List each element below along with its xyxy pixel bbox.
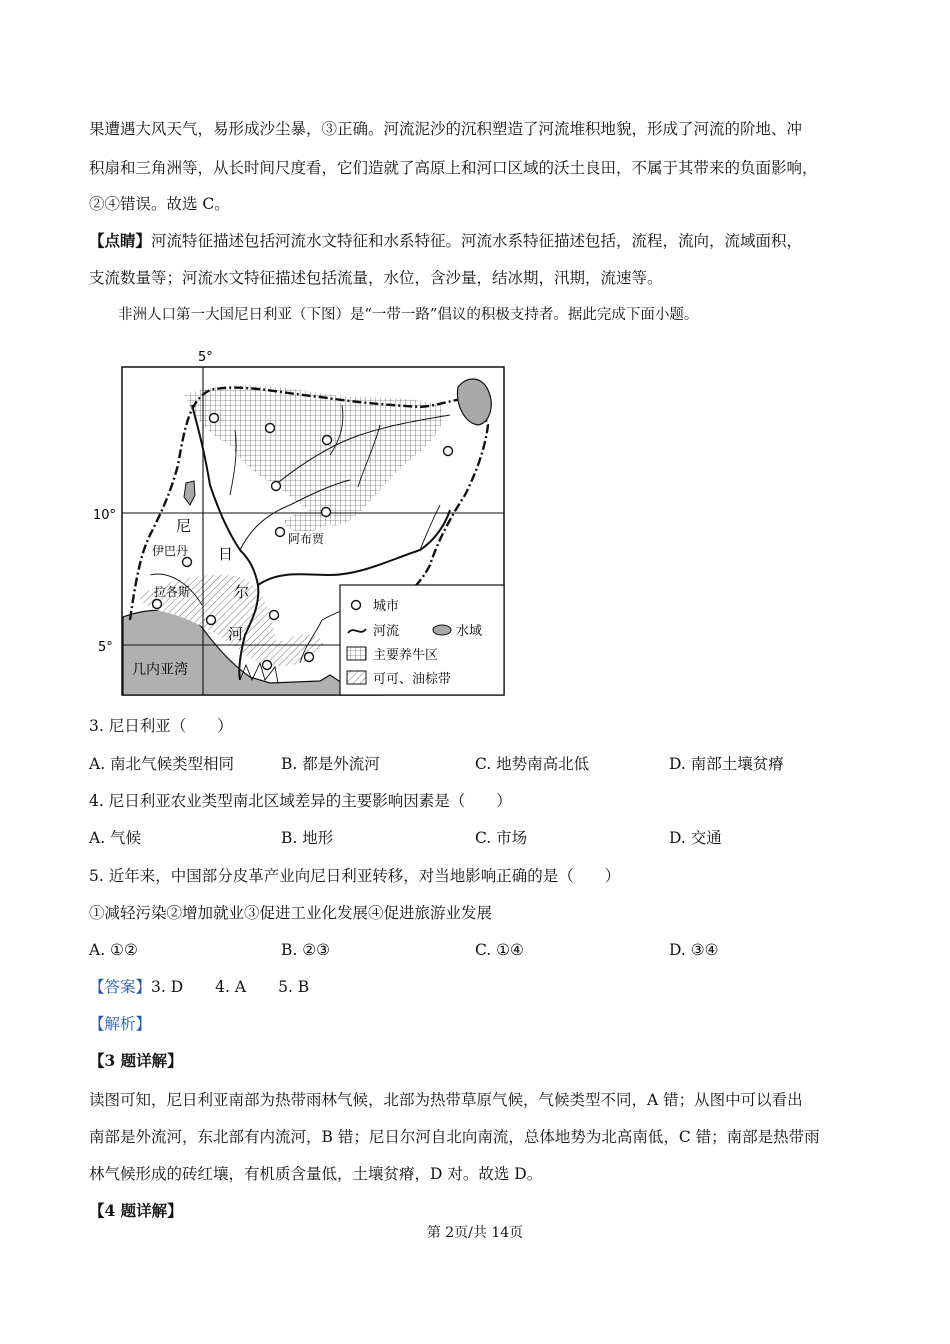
city-marker <box>210 414 219 423</box>
q4-option-c[interactable]: C. 市场 <box>475 829 528 847</box>
city-marker <box>444 447 453 456</box>
q5-option-a[interactable]: A. ①② <box>89 941 138 959</box>
answer-3: 3. D <box>151 978 184 996</box>
label-ibadan: 伊巴丹 <box>152 544 189 558</box>
detail-3-line: 南部是外流河，东北部有内流河，B 错；尼日尔河自北向南流，总体地势为北高南低，C 错；南部是热带雨 <box>89 1128 820 1146</box>
q3-option-a[interactable]: A. 南北气候类型相同 <box>89 755 235 773</box>
answer-5: 5. B <box>278 978 310 996</box>
question-4: 4. 尼日利亚农业类型南北区域差异的主要影响因素是（ ） <box>89 792 512 810</box>
label-10n: 10° <box>93 508 117 523</box>
q5-option-c[interactable]: C. ①④ <box>475 941 524 959</box>
q4-option-b[interactable]: B. 地形 <box>281 829 334 847</box>
city-marker-ibadan <box>183 558 192 567</box>
answer-tag: 【答案】 <box>89 978 152 996</box>
analysis-tag: 【解析】 <box>89 1015 152 1033</box>
question-3: 3. 尼日利亚（ ） <box>89 717 233 735</box>
legend-city-icon <box>352 601 361 610</box>
legend-cocoa: 可可、油棕带 <box>373 672 452 687</box>
city-marker-abuja <box>276 528 285 537</box>
legend-water-icon <box>433 625 451 635</box>
river-char: 河 <box>228 625 244 643</box>
river-char: 尼 <box>176 517 192 535</box>
city-marker <box>207 616 216 625</box>
legend-cattle: 主要养牛区 <box>373 648 439 663</box>
paragraph-line: ②④错误。故选 C。 <box>89 195 230 213</box>
detail-3-line: 读图可知，尼日利亚南部为热带雨林气候，北部为热带草原气候，气候类型不同，A 错；从图中可以看出 <box>89 1091 803 1109</box>
legend-cattle-icon <box>347 647 366 660</box>
q5-option-b[interactable]: B. ②③ <box>281 941 331 959</box>
city-marker <box>270 611 279 620</box>
detail-3-tag: 【3 题详解】 <box>89 1051 183 1070</box>
city-marker <box>266 424 275 433</box>
q5-statements: ①减轻污染②增加就业③促进工业化发展④促进旅游业发展 <box>89 904 493 922</box>
label-5n: 5° <box>98 640 113 655</box>
city-marker <box>263 661 272 670</box>
nigeria-map <box>90 345 520 697</box>
detail-4-tag: 【4 题详解】 <box>89 1201 183 1220</box>
city-marker <box>305 653 314 662</box>
lake-chad <box>457 379 491 425</box>
paragraph-line: 果遭遇大风天气，易形成沙尘暴，③正确。河流泥沙的沉积塑造了河流堆积地貌，形成了河流的阶地、冲 <box>89 120 803 138</box>
answer-4: 4. A <box>215 978 247 996</box>
map-legend <box>340 585 504 695</box>
q4-option-d[interactable]: D. 交通 <box>669 829 722 847</box>
legend-city: 城市 <box>373 599 400 614</box>
page-footer: 第 2页/共 14页 <box>426 1225 524 1241</box>
river-char: 日 <box>218 545 234 563</box>
reservoir <box>184 481 195 505</box>
city-marker <box>322 508 331 517</box>
label-lagos: 拉各斯 <box>154 585 191 599</box>
q3-option-b[interactable]: B. 都是外流河 <box>281 755 380 773</box>
question-intro: 非洲人口第一大国尼日利亚（下图）是“一带一路”倡议的积极支持者。据此完成下面小题。 <box>118 307 699 323</box>
tip-line-2: 支流数量等；河流水文特征描述包括流量，水位，含沙量，结冰期，汛期，流速等。 <box>89 269 663 287</box>
detail-3-line: 林气候形成的砖红壤，有机质含量低，土壤贫瘠，D 对。故选 D。 <box>89 1165 543 1183</box>
legend-river: 河流 <box>373 624 400 639</box>
legend-water: 水域 <box>456 624 483 639</box>
q3-option-c[interactable]: C. 地势南高北低 <box>475 755 590 773</box>
tip-tag: 【点睛】 <box>89 231 152 250</box>
legend-cocoa-icon <box>347 671 366 684</box>
question-5: 5. 近年来，中国部分皮革产业向尼日利亚转移，对当地影响正确的是（ ） <box>89 867 621 885</box>
city-marker <box>323 436 332 445</box>
q4-option-a[interactable]: A. 气候 <box>89 829 142 847</box>
city-marker <box>272 482 281 491</box>
tip-text: 河流特征描述包括河流水文特征和水系特征。河流水系特征描述包括，流程，流向，流域面积， <box>151 232 803 250</box>
label-gulf: 几内亚湾 <box>132 662 188 678</box>
label-5e: 5° <box>198 350 213 365</box>
tip-line-1 <box>89 230 802 252</box>
q5-option-d[interactable]: D. ③④ <box>669 941 719 959</box>
river-char: 尔 <box>234 583 250 601</box>
q3-option-d[interactable]: D. 南部土壤贫瘠 <box>669 755 784 773</box>
answer-line <box>89 976 309 998</box>
label-abuja: 阿布贾 <box>288 532 325 546</box>
city-marker-lagos <box>153 600 162 609</box>
paragraph-line: 积扇和三角洲等，从长时间尺度看，它们造就了高原上和河口区域的沃土良田，不属于其带来的负面影响， <box>89 159 818 177</box>
